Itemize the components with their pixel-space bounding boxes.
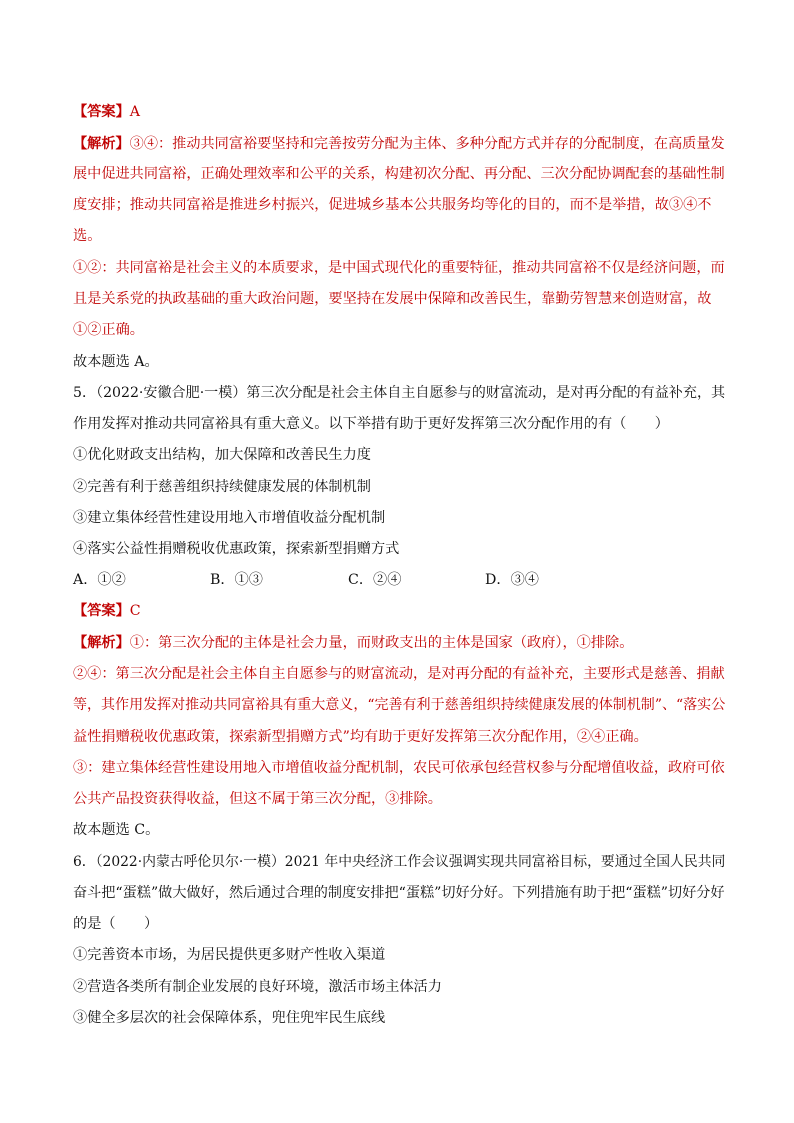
q6-stem-line: 的是（ ） [73, 916, 159, 932]
option-c: C．②④ [348, 572, 402, 588]
q6-statement: ②营造各类所有制企业发展的良好环境，激活市场主体活力 [73, 979, 442, 995]
q4-answer [73, 102, 725, 122]
option-d: D．③④ [485, 572, 539, 588]
q5-analysis-line [73, 633, 725, 653]
q4-analysis-line: 选。 [73, 228, 102, 244]
q6-statement: ③健全多层次的社会保障体系，兜住兜牢民生底线 [73, 1010, 386, 1026]
q5-stem-line: 作用发挥对推动共同富裕具有重大意义。以下举措有助于更好发挥第三次分配作用的有（ ） [73, 416, 669, 432]
q6-statement: ①完善资本市场，为居民提供更多财产性收入渠道 [73, 947, 386, 963]
answer-value: A [129, 104, 141, 120]
analysis-label: 【解析】 [73, 136, 130, 152]
q5-stem-line: 5．（2022·安徽合肥·一模）第三次分配是社会主体自主自愿参与的财富流动，是对再分配的有益补充，其 [73, 385, 726, 401]
answer-label: 【答案】 [73, 603, 130, 619]
q4-analysis-line: 展中促进共同富裕，正确处理效率和公平的关系，构建初次分配、再分配、三次分配协调配套的基础性制 [73, 166, 725, 182]
answer-value: C [129, 603, 141, 619]
option-a: A．①② [73, 572, 126, 588]
option-b: B．①③ [210, 572, 263, 588]
analysis-text: ③④：推动共同富裕要坚持和完善按劳分配为主体、多种分配方式并存的分配制度，在高质量发 [129, 136, 725, 152]
q6-stem-line: 奋斗把“蛋糕”做大做好，然后通过合理的制度安排把“蛋糕”切好分好。下列措施有助于把“蛋糕”切好分好 [73, 885, 725, 901]
q4-conclusion: 故本题选 A。 [73, 354, 159, 370]
q5-analysis-line: 等，其作用发挥对推动共同富裕具有重大意义，“完善有利于慈善组织持续健康发展的体制机制”、“落实公 [73, 697, 726, 713]
q5-statement: ②完善有利于慈善组织持续健康发展的体制机制 [73, 479, 371, 495]
analysis-text: ①：第三次分配的主体是社会力量，而财政支出的主体是国家（政府），①排除。 [129, 635, 634, 651]
q5-analysis-line: 益性捐赠税收优惠政策，探索新型捐赠方式”均有助于更好发挥第三次分配作用，②④正确。 [73, 729, 648, 745]
q4-analysis-line: 且是关系党的执政基础的重大政治问题，要坚持在发展中保障和改善民生，靠勤劳智慧来创造财富，故 [73, 291, 712, 307]
answer-label: 【答案】 [73, 104, 130, 120]
q5-analysis-line: 公共产品投资获得收益，但这不属于第三次分配，③排除。 [73, 791, 442, 807]
q6-stem-line: 6．（2022·内蒙古呼伦贝尔·一模）2021 年中央经济工作会议强调实现共同富裕目标，要通过全国人民共同 [73, 854, 726, 870]
q4-analysis-line [73, 134, 724, 154]
analysis-label: 【解析】 [73, 635, 130, 651]
q5-statement: ④落实公益性捐赠税收优惠政策，探索新型捐赠方式 [73, 541, 400, 557]
q4-analysis-line: ①②：共同富裕是社会主义的本质要求，是中国式现代化的重要特征，推动共同富裕不仅是经济问题，而 [73, 260, 725, 276]
q4-analysis-line: ①②正确。 [73, 322, 144, 338]
q5-statement: ③建立集体经营性建设用地入市增值收益分配机制 [73, 510, 386, 526]
q4-analysis-line: 度安排；推动共同富裕是推进乡村振兴，促进城乡基本公共服务均等化的目的，而不是举措，故③④不 [73, 197, 712, 213]
q5-analysis-line: ③：建立集体经营性建设用地入市增值收益分配机制，农民可依承包经营权参与分配增值收益，政府可依 [73, 760, 725, 776]
q5-answer [73, 601, 725, 621]
q5-statement: ①优化财政支出结构，加大保障和改善民生力度 [73, 447, 371, 463]
q5-analysis-line: ②④：第三次分配是社会主体自主自愿参与的财富流动，是对再分配的有益补充，主要形式是慈善、捐献 [73, 666, 725, 682]
q5-conclusion: 故本题选 C。 [73, 822, 160, 838]
